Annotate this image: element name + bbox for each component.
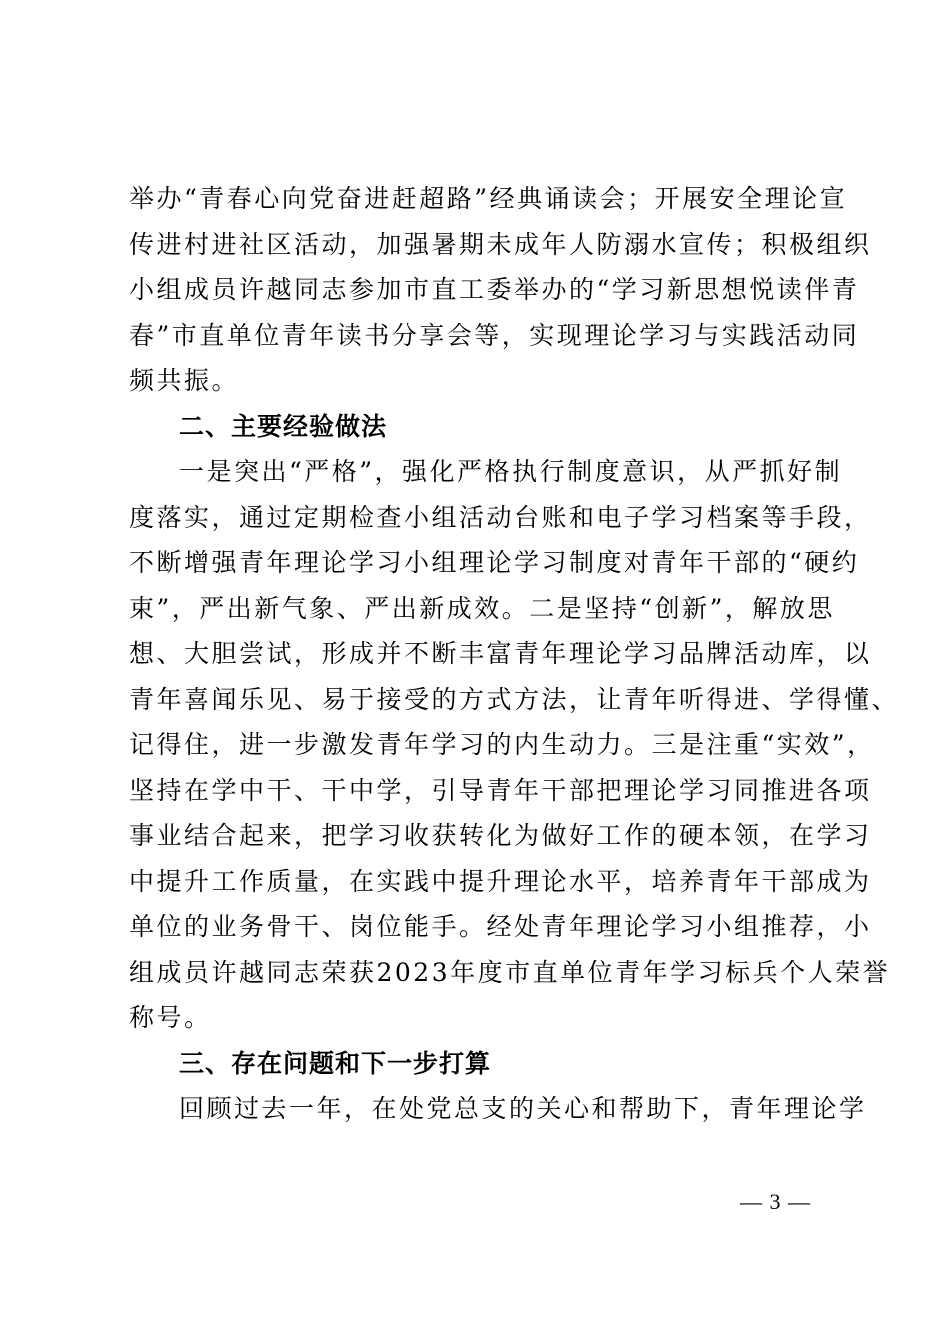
text-line: 频共振。 (129, 366, 240, 395)
text-line: 传进村进社区活动，加强暑期未成年人防溺水宣传；积极组织 (129, 229, 872, 259)
text-line: 青年喜闻乐见、易于接受的方式方法，让青年听得进、学得懂、 (129, 684, 900, 714)
text-line: 一是突出“严格”，强化严格执行制度意识，从严抓好制 (179, 457, 843, 486)
page-number: — 3 — (740, 1189, 811, 1214)
text-line: 举办“青春心向党奋进赶超路”经典诵读会；开展安全理论宣 (129, 184, 848, 213)
text-line: 单位的业务骨干、岗位能手。经处青年理论学习小组推荐，小 (129, 912, 872, 941)
text-line: 束”，严出新气象、严出新成效。二是坚持“创新”，解放思 (129, 593, 835, 623)
text-line: 小组成员许越同志参加市直工委举办的“学习新思想悦读伴青 (129, 275, 860, 304)
text-line: 事业结合起来，把学习收获转化为做好工作的硬本领，在学习 (129, 821, 872, 850)
section-heading: 二、主要经验做法 (179, 411, 388, 441)
text-line: 称号。 (129, 1003, 212, 1032)
text-line: 坚持在学中干、干中学，引导青年干部把理论学习同推进各项 (129, 775, 872, 805)
body-text (129, 176, 900, 1132)
section-heading: 三、存在问题和下一步打算 (179, 1048, 492, 1078)
text-line: 不断增强青年理论学习小组理论学习制度对青年干部的“硬约 (129, 548, 860, 577)
text-line: 记得住，进一步激发青年学习的内生动力。三是注重“实效”， (129, 730, 875, 759)
text-line: 组成员许越同志荣获2023年度市直单位青年学习标兵个人荣誉 (129, 957, 891, 987)
text-line: 中提升工作质量，在实践中提升理论水平，培养青年干部成为 (129, 866, 872, 896)
text-line: 度落实，通过定期检查小组活动台账和电子学习档案等手段， (129, 502, 872, 532)
text-line: 春”市直单位青年读书分享会等，实现理论学习与实践活动同 (129, 320, 860, 350)
text-line: 想、大胆尝试，形成并不断丰富青年理论学习品牌活动库，以 (129, 639, 872, 668)
text-line: 回顾过去一年，在处党总支的关心和帮助下，青年理论学 (179, 1094, 867, 1123)
